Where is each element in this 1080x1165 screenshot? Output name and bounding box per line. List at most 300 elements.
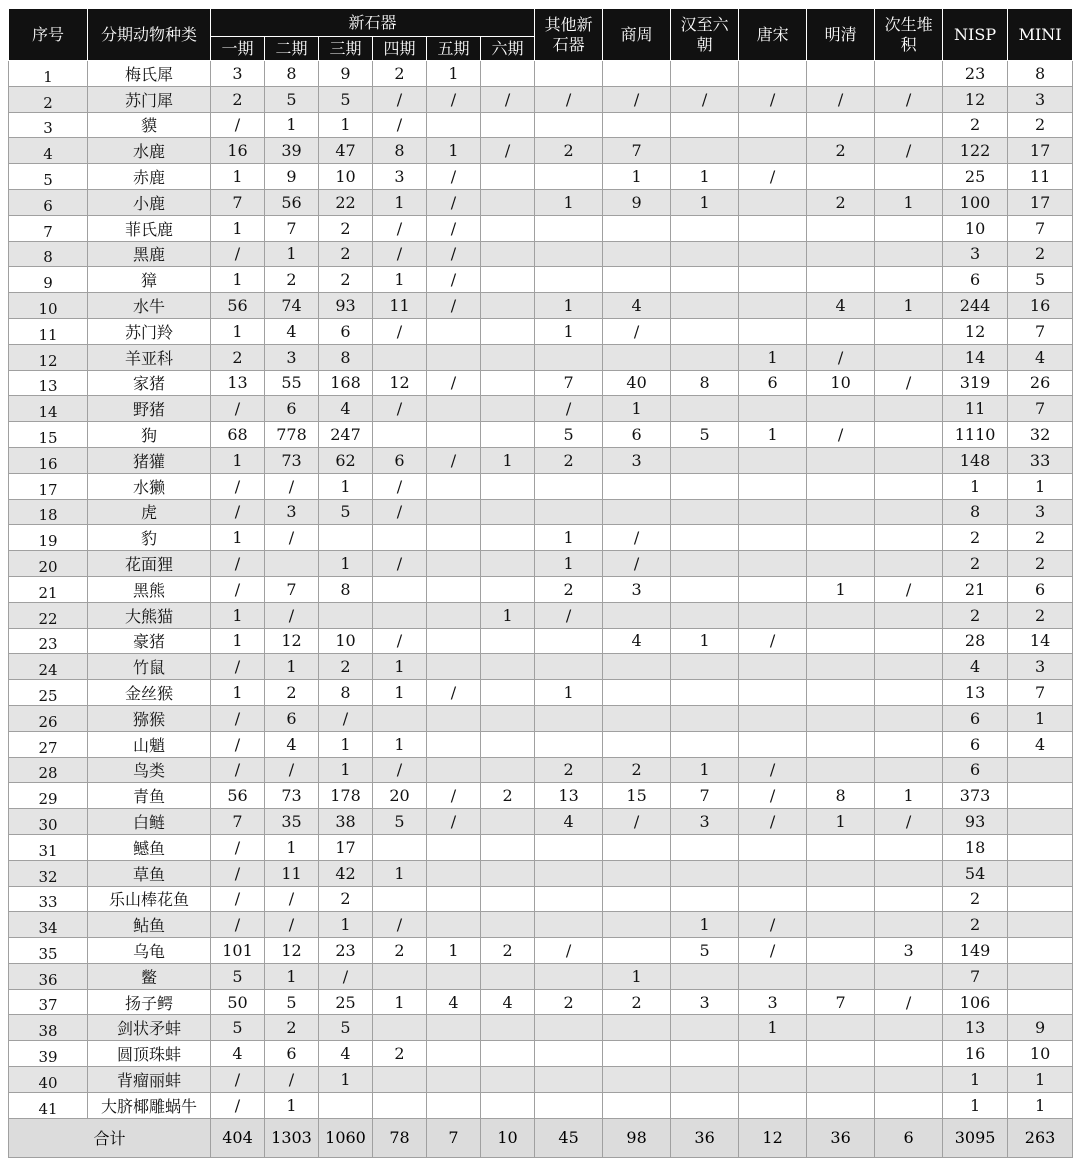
data-cell: / xyxy=(211,860,265,886)
table-row xyxy=(9,705,1073,731)
data-cell: / xyxy=(373,396,427,422)
data-cell xyxy=(603,61,671,87)
data-cell xyxy=(807,241,875,267)
data-cell: 1 xyxy=(265,241,319,267)
data-cell: / xyxy=(265,1067,319,1093)
data-cell xyxy=(739,834,807,860)
data-cell xyxy=(875,886,943,912)
row-number: 4 xyxy=(9,138,88,164)
data-cell: 18 xyxy=(943,834,1008,860)
data-cell: 1 xyxy=(943,473,1008,499)
data-cell: 12 xyxy=(265,628,319,654)
data-cell: / xyxy=(265,757,319,783)
data-cell: / xyxy=(535,938,603,964)
data-cell: 5 xyxy=(671,422,739,448)
data-cell: 1 xyxy=(875,293,943,319)
data-cell: / xyxy=(211,731,265,757)
data-cell: / xyxy=(603,809,671,835)
table-row xyxy=(9,1041,1073,1067)
row-number: 20 xyxy=(9,551,88,577)
data-cell xyxy=(319,602,373,628)
data-cell: 40 xyxy=(603,370,671,396)
data-cell: 1 xyxy=(319,1067,373,1093)
data-cell xyxy=(603,1041,671,1067)
table-row xyxy=(9,447,1073,473)
data-cell: 3 xyxy=(211,61,265,87)
data-cell: 3 xyxy=(603,576,671,602)
data-cell xyxy=(739,189,807,215)
data-cell xyxy=(481,1092,535,1118)
header-shang-zhou: 商周 xyxy=(603,9,671,61)
data-cell: / xyxy=(875,576,943,602)
data-cell: 1 xyxy=(211,318,265,344)
species-name: 貘 xyxy=(88,112,211,138)
data-cell: / xyxy=(211,1092,265,1118)
table-row xyxy=(9,602,1073,628)
species-name: 扬子鳄 xyxy=(88,989,211,1015)
row-number: 39 xyxy=(9,1041,88,1067)
species-name: 背瘤丽蚌 xyxy=(88,1067,211,1093)
data-cell xyxy=(535,731,603,757)
data-cell xyxy=(535,834,603,860)
species-name: 山魈 xyxy=(88,731,211,757)
header-han-six-dynasties: 汉至六 朝 xyxy=(671,9,739,61)
data-cell: 4 xyxy=(807,293,875,319)
data-cell xyxy=(739,654,807,680)
table-row xyxy=(9,576,1073,602)
table-body xyxy=(9,61,1073,1119)
species-name: 白鲢 xyxy=(88,809,211,835)
row-number: 36 xyxy=(9,963,88,989)
data-cell: 2 xyxy=(943,886,1008,912)
data-cell xyxy=(671,602,739,628)
data-cell xyxy=(671,731,739,757)
row-number: 33 xyxy=(9,886,88,912)
row-number: 8 xyxy=(9,241,88,267)
data-cell: 1 xyxy=(671,757,739,783)
data-cell: / xyxy=(427,293,481,319)
data-cell: 25 xyxy=(319,989,373,1015)
data-cell: 12 xyxy=(265,938,319,964)
data-cell: 1 xyxy=(211,628,265,654)
data-cell xyxy=(671,1092,739,1118)
data-cell: 9 xyxy=(265,164,319,190)
data-cell: 3 xyxy=(739,989,807,1015)
data-cell: 4 xyxy=(603,293,671,319)
data-cell: 1 xyxy=(319,112,373,138)
data-cell xyxy=(875,499,943,525)
data-cell: / xyxy=(427,267,481,293)
data-cell: 2 xyxy=(265,680,319,706)
header-neolithic: 新石器 xyxy=(211,9,535,37)
data-cell xyxy=(481,422,535,448)
species-name: 鸟类 xyxy=(88,757,211,783)
data-cell xyxy=(481,654,535,680)
table-row xyxy=(9,938,1073,964)
data-cell: 1 xyxy=(535,318,603,344)
row-number: 28 xyxy=(9,757,88,783)
data-cell xyxy=(603,1015,671,1041)
species-name: 小鹿 xyxy=(88,189,211,215)
data-cell: 5 xyxy=(211,963,265,989)
data-cell: 11 xyxy=(373,293,427,319)
data-cell: 2 xyxy=(535,989,603,1015)
data-cell xyxy=(671,499,739,525)
data-cell xyxy=(481,731,535,757)
data-cell xyxy=(603,834,671,860)
data-cell: 2 xyxy=(265,267,319,293)
data-cell: 1 xyxy=(807,576,875,602)
data-cell xyxy=(739,860,807,886)
row-number: 11 xyxy=(9,318,88,344)
fauna-table xyxy=(8,8,1073,1158)
data-cell: 1 xyxy=(1008,705,1073,731)
data-cell xyxy=(1008,757,1073,783)
data-cell xyxy=(481,61,535,87)
data-cell xyxy=(427,1015,481,1041)
data-cell xyxy=(427,422,481,448)
data-cell: 38 xyxy=(319,809,373,835)
data-cell: / xyxy=(427,164,481,190)
data-cell xyxy=(807,318,875,344)
total-cell: 263 xyxy=(1008,1118,1073,1157)
data-cell xyxy=(427,499,481,525)
data-cell: 1110 xyxy=(943,422,1008,448)
data-cell xyxy=(807,215,875,241)
data-cell xyxy=(1008,809,1073,835)
data-cell: 1 xyxy=(373,860,427,886)
data-cell xyxy=(535,1041,603,1067)
data-cell: 1 xyxy=(427,138,481,164)
table-row xyxy=(9,422,1073,448)
data-cell: 1 xyxy=(265,963,319,989)
data-cell: 2 xyxy=(943,112,1008,138)
data-cell: 7 xyxy=(1008,318,1073,344)
data-cell: / xyxy=(211,886,265,912)
data-cell: 3 xyxy=(373,164,427,190)
data-cell: 11 xyxy=(265,860,319,886)
data-cell: 1 xyxy=(603,396,671,422)
header-ming-qing: 明清 xyxy=(807,9,875,61)
data-cell xyxy=(481,241,535,267)
data-cell xyxy=(603,705,671,731)
data-cell xyxy=(535,912,603,938)
table-row xyxy=(9,525,1073,551)
data-cell xyxy=(265,551,319,577)
data-cell: 42 xyxy=(319,860,373,886)
data-cell: 6 xyxy=(265,705,319,731)
data-cell xyxy=(603,241,671,267)
data-cell xyxy=(427,886,481,912)
table-container xyxy=(8,8,1073,1158)
data-cell xyxy=(875,61,943,87)
data-cell: / xyxy=(427,86,481,112)
data-cell: / xyxy=(211,241,265,267)
data-cell: 8 xyxy=(265,61,319,87)
data-cell: 1 xyxy=(319,757,373,783)
data-cell xyxy=(373,525,427,551)
data-cell: / xyxy=(373,499,427,525)
data-cell xyxy=(875,1041,943,1067)
table-footer xyxy=(9,1118,1073,1157)
data-cell xyxy=(481,705,535,731)
data-cell: 1 xyxy=(875,783,943,809)
data-cell xyxy=(535,499,603,525)
header-no: 序号 xyxy=(9,9,88,61)
data-cell xyxy=(1008,886,1073,912)
data-cell xyxy=(875,447,943,473)
data-cell: / xyxy=(739,938,807,964)
table-row xyxy=(9,551,1073,577)
table-row xyxy=(9,1015,1073,1041)
data-cell xyxy=(807,602,875,628)
total-row xyxy=(9,1118,1073,1157)
data-cell xyxy=(427,860,481,886)
data-cell: / xyxy=(535,396,603,422)
data-cell xyxy=(739,525,807,551)
data-cell: 778 xyxy=(265,422,319,448)
total-cell: 36 xyxy=(807,1118,875,1157)
row-number: 15 xyxy=(9,422,88,448)
data-cell xyxy=(875,396,943,422)
data-cell xyxy=(671,215,739,241)
row-number: 31 xyxy=(9,834,88,860)
table-row xyxy=(9,293,1073,319)
data-cell: 17 xyxy=(319,834,373,860)
data-cell: 7 xyxy=(671,783,739,809)
row-number: 26 xyxy=(9,705,88,731)
data-cell xyxy=(481,396,535,422)
data-cell xyxy=(535,215,603,241)
data-cell xyxy=(739,473,807,499)
table-row xyxy=(9,344,1073,370)
data-cell: 148 xyxy=(943,447,1008,473)
row-number: 25 xyxy=(9,680,88,706)
data-cell: 1 xyxy=(319,551,373,577)
data-cell: / xyxy=(875,86,943,112)
data-cell: 11 xyxy=(1008,164,1073,190)
data-cell xyxy=(481,912,535,938)
data-cell: 9 xyxy=(1008,1015,1073,1041)
table-row xyxy=(9,61,1073,87)
data-cell xyxy=(373,344,427,370)
data-cell: 12 xyxy=(373,370,427,396)
data-cell: / xyxy=(739,164,807,190)
data-cell xyxy=(671,1067,739,1093)
data-cell xyxy=(535,860,603,886)
data-cell xyxy=(481,473,535,499)
row-number: 3 xyxy=(9,112,88,138)
data-cell: 13 xyxy=(943,680,1008,706)
data-cell: 55 xyxy=(265,370,319,396)
data-cell xyxy=(807,499,875,525)
data-cell xyxy=(481,809,535,835)
data-cell xyxy=(535,1015,603,1041)
data-cell: 4 xyxy=(481,989,535,1015)
data-cell: / xyxy=(373,112,427,138)
data-cell: 1 xyxy=(535,189,603,215)
data-cell: 3 xyxy=(265,499,319,525)
data-cell: 7 xyxy=(265,576,319,602)
data-cell: / xyxy=(265,473,319,499)
data-cell: 8 xyxy=(373,138,427,164)
data-cell: 1 xyxy=(211,164,265,190)
species-name: 梅氏犀 xyxy=(88,61,211,87)
data-cell: / xyxy=(211,834,265,860)
header-phase-5: 五期 xyxy=(427,37,481,61)
data-cell: 93 xyxy=(943,809,1008,835)
species-name: 乐山棒花鱼 xyxy=(88,886,211,912)
data-cell: 1 xyxy=(319,731,373,757)
species-name: 圆顶珠蚌 xyxy=(88,1041,211,1067)
data-cell: 2 xyxy=(807,138,875,164)
data-cell: 3 xyxy=(875,938,943,964)
data-cell: 2 xyxy=(319,215,373,241)
data-cell xyxy=(739,293,807,319)
row-number: 38 xyxy=(9,1015,88,1041)
data-cell xyxy=(807,267,875,293)
data-cell xyxy=(427,525,481,551)
data-cell xyxy=(875,344,943,370)
data-cell xyxy=(481,757,535,783)
row-number: 2 xyxy=(9,86,88,112)
table-row xyxy=(9,886,1073,912)
data-cell xyxy=(807,1067,875,1093)
data-cell xyxy=(671,293,739,319)
table-row xyxy=(9,396,1073,422)
data-cell: 2 xyxy=(603,757,671,783)
row-number: 16 xyxy=(9,447,88,473)
data-cell xyxy=(807,938,875,964)
data-cell: / xyxy=(427,241,481,267)
data-cell xyxy=(739,963,807,989)
data-cell: 6 xyxy=(943,705,1008,731)
data-cell xyxy=(535,164,603,190)
data-cell: 39 xyxy=(265,138,319,164)
data-cell: 23 xyxy=(943,61,1008,87)
data-cell: 68 xyxy=(211,422,265,448)
data-cell: 2 xyxy=(1008,525,1073,551)
data-cell: 2 xyxy=(603,989,671,1015)
row-number: 29 xyxy=(9,783,88,809)
data-cell: 6 xyxy=(265,1041,319,1067)
data-cell xyxy=(373,963,427,989)
data-cell xyxy=(481,499,535,525)
data-cell xyxy=(671,525,739,551)
data-cell: 13 xyxy=(535,783,603,809)
data-cell: 2 xyxy=(535,138,603,164)
data-cell: 10 xyxy=(319,628,373,654)
data-cell: / xyxy=(481,138,535,164)
data-cell xyxy=(875,267,943,293)
data-cell xyxy=(427,731,481,757)
data-cell: 93 xyxy=(319,293,373,319)
data-cell xyxy=(535,61,603,87)
data-cell xyxy=(671,241,739,267)
data-cell: 2 xyxy=(211,344,265,370)
data-cell: 7 xyxy=(265,215,319,241)
data-cell: / xyxy=(373,551,427,577)
data-cell: 5 xyxy=(265,989,319,1015)
species-name: 豹 xyxy=(88,525,211,551)
data-cell xyxy=(427,757,481,783)
total-cell: 45 xyxy=(535,1118,603,1157)
species-name: 猪獾 xyxy=(88,447,211,473)
row-number: 32 xyxy=(9,860,88,886)
data-cell xyxy=(807,473,875,499)
data-cell: 11 xyxy=(943,396,1008,422)
data-cell xyxy=(807,164,875,190)
data-cell xyxy=(739,705,807,731)
table-row xyxy=(9,138,1073,164)
data-cell: 168 xyxy=(319,370,373,396)
header-secondary-deposit: 次生堆 积 xyxy=(875,9,943,61)
data-cell: 8 xyxy=(671,370,739,396)
data-cell: 1 xyxy=(943,1067,1008,1093)
table-row xyxy=(9,963,1073,989)
data-cell xyxy=(373,1092,427,1118)
data-cell xyxy=(427,318,481,344)
data-cell xyxy=(603,1092,671,1118)
data-cell xyxy=(603,267,671,293)
row-number: 35 xyxy=(9,938,88,964)
data-cell: 2 xyxy=(265,1015,319,1041)
data-cell: 244 xyxy=(943,293,1008,319)
data-cell: 1 xyxy=(1008,1067,1073,1093)
table-row xyxy=(9,241,1073,267)
data-cell: 4 xyxy=(1008,731,1073,757)
data-cell: 9 xyxy=(319,61,373,87)
data-cell xyxy=(671,576,739,602)
data-cell: 2 xyxy=(373,61,427,87)
data-cell xyxy=(739,680,807,706)
data-cell: 3 xyxy=(943,241,1008,267)
data-cell xyxy=(535,1092,603,1118)
data-cell: 7 xyxy=(1008,215,1073,241)
data-cell: 2 xyxy=(943,551,1008,577)
data-cell: 6 xyxy=(265,396,319,422)
total-cell: 1303 xyxy=(265,1118,319,1157)
data-cell: / xyxy=(535,86,603,112)
data-cell xyxy=(807,1041,875,1067)
table-row xyxy=(9,189,1073,215)
data-cell xyxy=(875,215,943,241)
species-name: 苏门犀 xyxy=(88,86,211,112)
data-cell xyxy=(875,1015,943,1041)
data-cell: / xyxy=(265,912,319,938)
data-cell xyxy=(603,731,671,757)
data-cell: 1 xyxy=(671,164,739,190)
data-cell: 2 xyxy=(373,938,427,964)
data-cell xyxy=(1008,963,1073,989)
data-cell: / xyxy=(739,809,807,835)
data-cell xyxy=(807,1015,875,1041)
data-cell xyxy=(875,318,943,344)
data-cell xyxy=(373,1067,427,1093)
row-number: 21 xyxy=(9,576,88,602)
data-cell: 122 xyxy=(943,138,1008,164)
header-nisp: NISP xyxy=(943,9,1008,61)
data-cell: 2 xyxy=(943,602,1008,628)
species-name: 大熊猫 xyxy=(88,602,211,628)
data-cell xyxy=(481,886,535,912)
table-row xyxy=(9,164,1073,190)
table-row xyxy=(9,628,1073,654)
data-cell: 26 xyxy=(1008,370,1073,396)
data-cell: 2 xyxy=(319,886,373,912)
data-cell xyxy=(807,680,875,706)
header-other-neolithic: 其他新 石器 xyxy=(535,9,603,61)
